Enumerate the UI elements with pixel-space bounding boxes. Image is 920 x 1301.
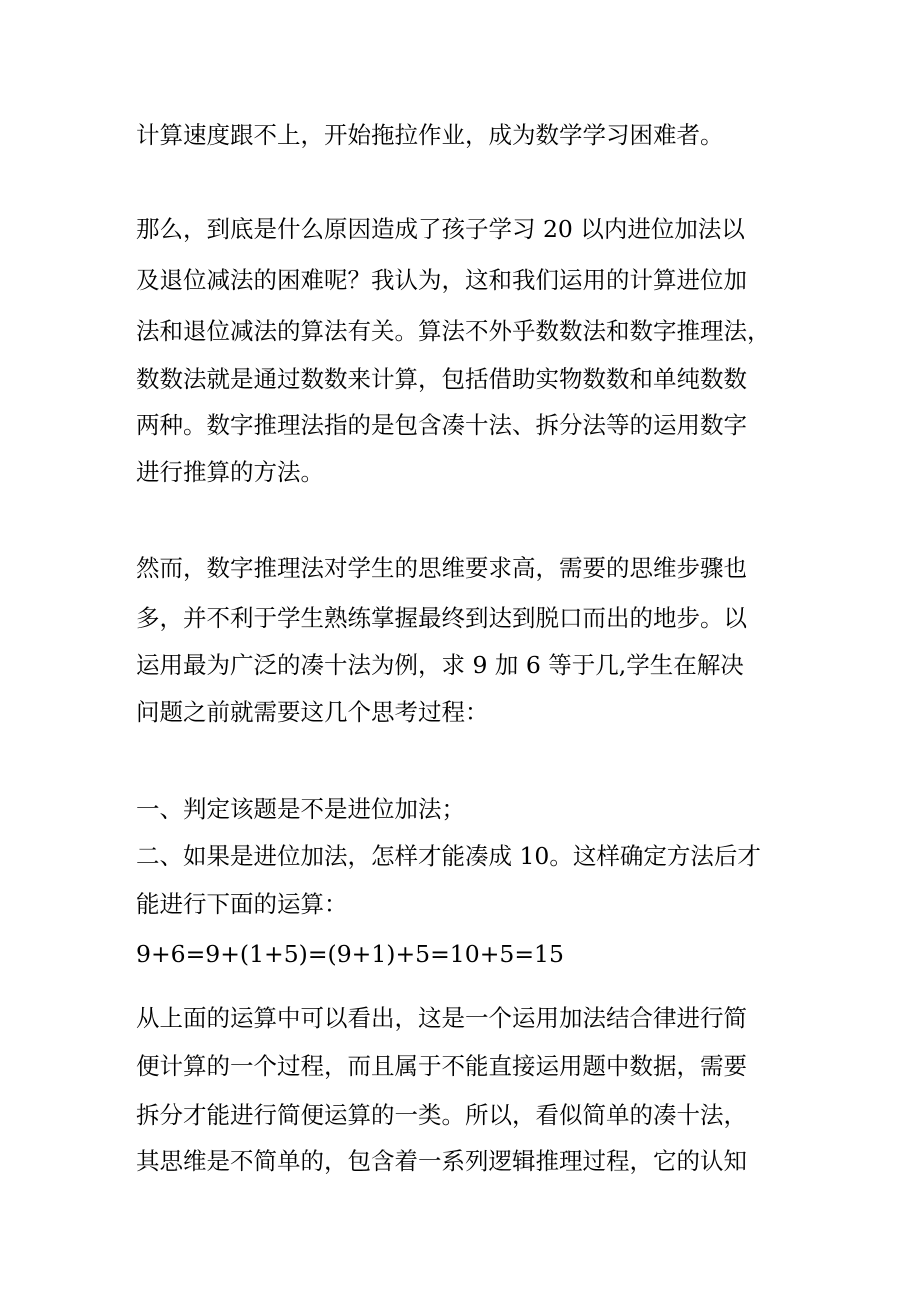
text-line: 其思维是不简单的，包含着一系列逻辑推理过程，它的认知 bbox=[136, 1147, 747, 1175]
text-line: 然而，数字推理法对学生的思维要求高，需要的思维步骤也 bbox=[136, 554, 747, 582]
text-line: 便计算的一个过程，而且属于不能直接运用题中数据，需要 bbox=[136, 1052, 747, 1080]
text-line: 数数法就是通过数数来计算，包括借助实物数数和单纯数数 bbox=[136, 365, 747, 393]
text-line: 法和退位减法的算法有关。算法不外乎数数法和数字推理法， bbox=[136, 317, 771, 345]
text-line: 运用最为广泛的凑十法为例，求 9 加 6 等于几,学生在解决 bbox=[136, 651, 744, 679]
text-line: 进行推算的方法。 bbox=[136, 458, 324, 486]
list-item: 二、如果是进位加法，怎样才能凑成 10。这样确定方法后才 bbox=[136, 842, 761, 870]
equation-line: 9+6=9+(1+5)=(9+1)+5=10+5=15 bbox=[136, 940, 564, 968]
text-line: 两种。数字推理法指的是包含凑十法、拆分法等的运用数字 bbox=[136, 411, 747, 439]
text-line: 能进行下面的运算： bbox=[136, 890, 348, 918]
text-line: 计算速度跟不上，开始拖拉作业，成为数学学习困难者。 bbox=[136, 121, 724, 149]
text-line: 多，并不利于学生熟练掌握最终到达到脱口而出的地步。以 bbox=[136, 604, 747, 632]
text-line: 问题之前就需要这几个思考过程： bbox=[136, 698, 489, 726]
text-line: 那么，到底是什么原因造成了孩子学习 20 以内进位加法以 bbox=[136, 215, 745, 243]
text-line: 拆分才能进行简便运算的一类。所以，看似简单的凑十法， bbox=[136, 1101, 747, 1129]
text-line: 及退位减法的困难呢？我认为，这和我们运用的计算进位加 bbox=[136, 266, 747, 294]
text-line: 从上面的运算中可以看出，这是一个运用加法结合律进行简 bbox=[136, 1004, 747, 1032]
list-item: 一、判定该题是不是进位加法； bbox=[136, 795, 465, 823]
